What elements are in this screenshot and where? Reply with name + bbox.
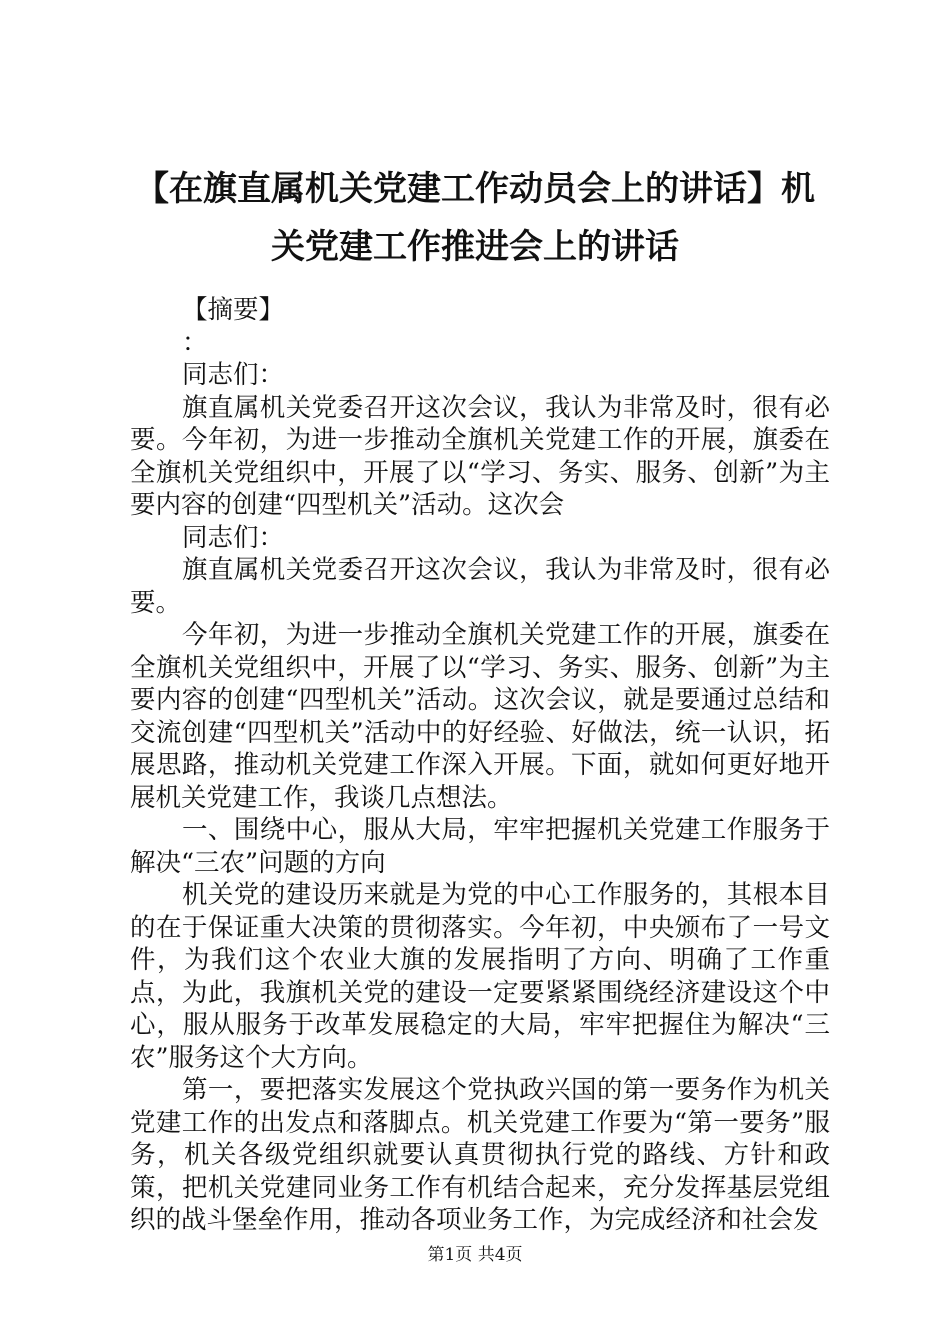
section-heading: 一、围绕中心，服从大局，牢牢把握机关党建工作服务于解决“三农”问题的方向	[130, 815, 830, 878]
paragraph: 今年初，为进一步推动全旗机关党建工作的开展，旗委在全旗机关党组织中，开展了以“学习、务实、服务、创新”为主要内容的创建“四型机关”活动。这次会议，就是要通过总结和交流创建“四型机关”活动中的好经验、好做法，统一认识，拓展思路，推动机关党建工作深入开展。下面，就如何更好地开展机关党建工作，我谈几点想法。	[130, 620, 830, 813]
salutation: 同志们：	[182, 522, 285, 553]
paragraph: 旗直属机关党委召开这次会议，我认为非常及时，很有必要。今年初，为进一步推动全旗机关党建工作的开展，旗委在全旗机关党组织中，开展了以“学习、务实、服务、创新”为主要内容的创建“四型机关”活动。这次会	[130, 392, 830, 520]
paragraph: 第一，要把落实发展这个党执政兴国的第一要务作为机关党建工作的出发点和落脚点。机关党建工作要为“第一要务”服务，机关各级党组织就要认真贯彻执行党的路线、方针和政策，把机关党建同业务工作有机结合起来，充分发挥基层党组织的战斗堡垒作用，推动各项业务工作，为完成经济和社会发	[130, 1075, 830, 1235]
abstract-colon: ：	[182, 327, 208, 358]
document-body	[130, 294, 830, 1237]
salutation: 同志们：	[182, 360, 285, 390]
paragraph: 机关党的建设历来就是为党的中心工作服务的，其根本目的在于保证重大决策的贯彻落实。今年初，中央颁布了一号文件，为我们这个农业大旗的发展指明了方向、明确了工作重点，为此，我旗机关党的建设一定要紧紧围绕经济建设这个中心，服从服务于改革发展稳定的大局，牢牢把握住为解决“三农”服务这个大方向。	[130, 880, 830, 1073]
paragraph: 旗直属机关党委召开这次会议，我认为非常及时，很有必要。	[130, 555, 830, 618]
page-number: 第1页 共4页	[427, 1245, 523, 1265]
abstract-label: 【摘要】	[182, 295, 285, 325]
document-title: 【在旗直属机关党建工作动员会上的讲话】机关党建工作推进会上的讲话	[135, 169, 815, 267]
